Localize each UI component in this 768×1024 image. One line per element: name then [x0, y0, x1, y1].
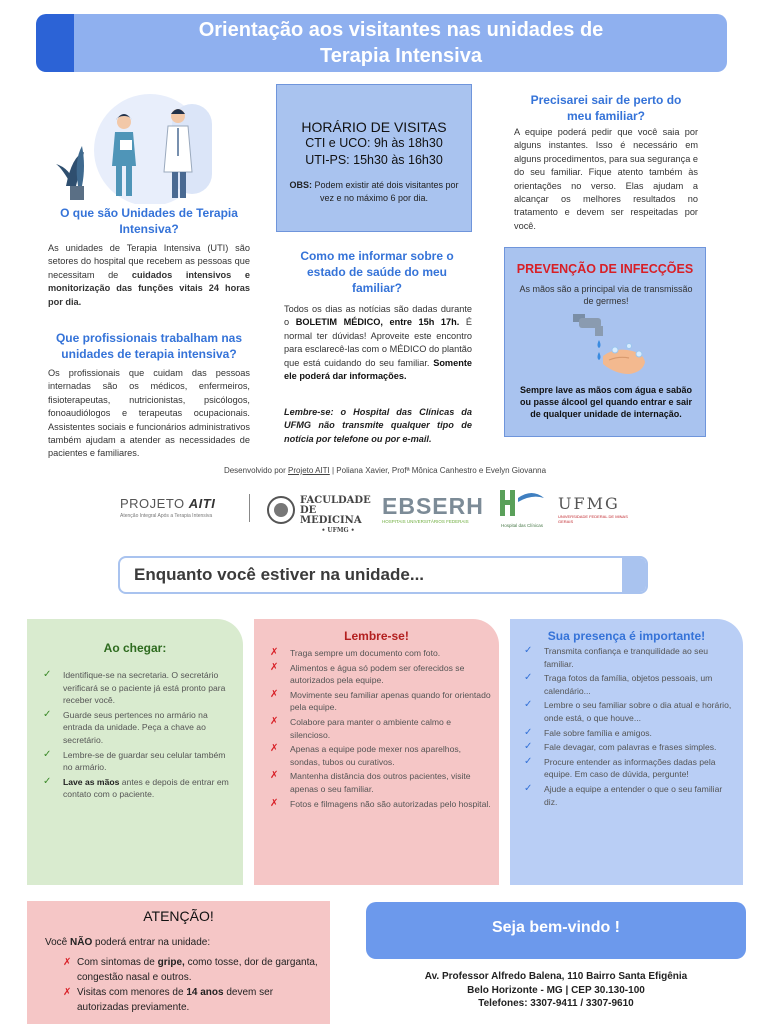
cross-icon: ✗: [270, 688, 279, 700]
check-icon: ✓: [524, 782, 533, 794]
infection-note: Sempre lave as mãos com água e sabão ou passe álcool gel quando entrar e sair de qualquer unidade de internação.: [519, 385, 693, 419]
heading-line: meu familiar?: [566, 109, 646, 123]
list-item-text: antes e depois de entrar em contato com o paciente.: [63, 776, 229, 800]
list-item: [268, 770, 493, 795]
address-line: Belo Horizonte - MG | CEP 30.130-100: [467, 984, 645, 996]
heading-line: estado de saúde do meu: [306, 265, 448, 279]
title-accent: [36, 14, 74, 72]
list-item-text: Traga fotos da família, objetos pessoais, um calendário...: [544, 673, 713, 696]
check-icon: ✓: [524, 645, 533, 656]
obs-label: OBS:: [289, 180, 312, 190]
aiti-logo-main: PROJETO: [120, 496, 189, 511]
remember-list: [268, 647, 493, 812]
text-span: Você: [45, 937, 71, 948]
phone-line: Telefones: 3307-9411 / 3307-9610: [478, 998, 634, 1010]
heading-line: O que são Unidades de Terapia: [60, 206, 238, 220]
list-item: [268, 647, 493, 660]
remember-panel: [254, 619, 499, 885]
arrival-heading: Ao chegar:: [103, 641, 167, 655]
list-item: [522, 727, 737, 740]
ufmg-logo: [558, 494, 628, 526]
attention-subtitle: [45, 937, 210, 948]
attention-box: [27, 901, 330, 1024]
title-line-2: Terapia Intensiva: [320, 45, 482, 67]
check-icon: ✓: [524, 741, 533, 753]
credits-line: [150, 466, 620, 475]
what-is-uti-heading: [48, 205, 250, 237]
list-item: [41, 709, 237, 747]
check-icon: ✓: [524, 672, 533, 684]
welcome-text: Seja bem-vindo !: [491, 919, 621, 936]
list-item-text: Fale devagar, com palavras e frases simples.: [544, 742, 717, 753]
fm-text: [300, 496, 376, 536]
obs-text: Podem existir até dois visitantes por vez e no máximo 6 por dia.: [311, 180, 459, 203]
list-item-text: Fale sobre família e amigos.: [544, 727, 652, 738]
bold-text: 14 anos: [186, 987, 224, 998]
arrival-panel: [27, 619, 243, 885]
lion-crest-icon: [266, 494, 296, 526]
presence-panel: [510, 619, 743, 885]
cross-icon: ✗: [63, 987, 72, 998]
health-info-heading: [282, 248, 472, 296]
logo-divider: [249, 494, 250, 522]
list-item-text: Procure entender as informações dadas pela equipe. Em caso de dúvida, pergunte!: [544, 756, 716, 780]
list-item-text: Transmita confiança e tranquilidade ao seu familiar.: [544, 646, 709, 669]
visiting-hours-obs: [277, 179, 471, 205]
leave-side-heading: [508, 92, 704, 124]
heading-line: unidades de terapia intensiva?: [61, 347, 237, 361]
presence-heading: Sua presença é importante!: [547, 629, 706, 643]
aiti-logo-bold: AITI: [188, 496, 216, 511]
check-icon: ✓: [43, 708, 52, 720]
aiti-logo-text: [120, 496, 240, 511]
faculdade-medicina-logo: [266, 492, 376, 534]
projeto-aiti-logo: [120, 496, 240, 526]
cross-icon: ✗: [270, 770, 279, 782]
visiting-hours-cti: CTI e UCO: 9h às 18h30: [305, 136, 443, 150]
list-item: [522, 741, 737, 754]
attention-title: ATENÇÃO!: [143, 908, 214, 924]
list-item: [63, 986, 323, 1015]
ufmg-wordmark: UFMG: [558, 494, 620, 513]
title-line-1: Orientação aos visitantes nas unidades de: [198, 19, 604, 41]
heading-line: Intensiva?: [119, 222, 179, 236]
list-item-text: Apenas a equipe pode mexer nos aparelhos, sondas, tubos ou curativos.: [290, 744, 462, 767]
page-title: [96, 17, 706, 69]
heading-line: familiar?: [351, 281, 402, 295]
credits-prefix: Desenvolvido por: [223, 466, 288, 475]
text-span: como tosse, dor de garganta, congestão nasal e outros.: [77, 957, 318, 983]
cross-icon: ✗: [270, 647, 279, 658]
health-info-text: [284, 303, 472, 383]
aiti-logo-subtitle: Atenção Integral Após a Terapia Intensiva: [120, 513, 213, 519]
welcome-banner: [366, 902, 746, 959]
presence-list: [522, 645, 737, 810]
list-item: [522, 645, 737, 670]
list-item: [63, 956, 323, 985]
ebserh-text: EBSERH: [382, 493, 484, 519]
leave-side-text: A equipe poderá pedir que você saia por alguns instantes. Isso é necessário em alguns procedimentos, para sua segurança e do seu familiar. Fique atento também às orientações no verso. Elas ajudam a alcançar os melhores resultados no tratamento e devem ser respeitadas por você.: [514, 127, 698, 231]
visiting-hours-box: [276, 84, 472, 232]
bold-text: BOLETIM MÉDICO, entre 15h 17h.: [295, 317, 460, 328]
list-item: [522, 699, 737, 724]
list-item-text: Alimentos e água só podem ser oferecidos se autorizados pela equipe.: [290, 662, 465, 686]
list-item: [268, 662, 493, 687]
attention-list: [63, 956, 323, 1016]
professionals-heading: [48, 330, 250, 362]
check-icon: ✓: [524, 699, 533, 711]
bold-text: cuidados intensivos e monitorização das funções vitais 24 horas por dia.: [48, 269, 250, 307]
medical-staff-illustration: [52, 86, 222, 204]
handwashing-icon: [569, 310, 649, 380]
list-item-text: Mantenha distância dos outros pacientes, visite apenas o seu familiar.: [290, 771, 471, 794]
cross-icon: ✗: [270, 661, 279, 673]
list-item-text: Movimente seu familiar apenas quando for orientado pela equipe.: [290, 689, 491, 713]
list-item-text: Ajude a equipe a entender o que o seu familiar diz.: [544, 783, 723, 807]
remember-heading: Lembre-se!: [344, 629, 409, 643]
infection-title: PREVENÇÃO DE INFECÇÕES: [516, 262, 694, 276]
cross-icon: ✗: [63, 957, 72, 968]
hc-icon: [496, 488, 548, 518]
infection-subtitle: As mãos são a principal via de transmissão de germes!: [519, 284, 693, 306]
what-is-uti-text: [48, 242, 250, 309]
list-item: [268, 716, 493, 741]
heading-line: Precisarei sair de perto do: [530, 93, 682, 107]
ebserh-subtitle: HOSPITAIS UNIVERSITÁRIOS FEDERAIS: [382, 519, 469, 524]
list-item: [41, 749, 237, 774]
check-icon: ✓: [43, 669, 52, 680]
list-item: [268, 743, 493, 768]
ufmg-subtitle: UNIVERSIDADE FEDERAL DE MINAS GERAIS: [558, 514, 628, 524]
while-here-bar: [118, 556, 648, 594]
list-item: [522, 672, 737, 697]
text-span: Todos os dias as notícias são dadas durante o: [284, 304, 472, 328]
list-item-text: Lembre-se de guardar seu celular também no armário.: [63, 749, 226, 773]
check-icon: ✓: [524, 726, 533, 738]
cross-icon: ✗: [270, 743, 279, 755]
check-icon: ✓: [524, 755, 533, 767]
hospital-clinicas-logo: [496, 488, 548, 526]
title-bar: [36, 14, 727, 72]
professionals-text: Os profissionais que cuidam das pessoas internadas são os médicos, enfermeiros, fisioterapeutas, nutricionistas, psicólogos, fonoaudiólogos e terapeutas ocupacionais. Assistentes sociais e funcionários administrativos também ajudam a atender as necessidades de pacientes e familiares.: [48, 368, 250, 459]
list-item: [268, 798, 493, 811]
list-item-text: Fotos e filmagens não são autorizadas pelo hospital.: [290, 798, 491, 809]
list-item-text: Guarde seus pertences no armário na entrada da unidade. Peça a chave ao secretário.: [63, 709, 208, 745]
fm-line: • UFMG •: [321, 527, 355, 534]
text-span: poderá entrar na unidade:: [92, 937, 211, 948]
visiting-hours-title: HORÁRIO DE VISITAS: [301, 119, 447, 135]
list-item: [41, 776, 237, 801]
cross-icon: ✗: [270, 715, 279, 727]
list-item-text: Colabore para manter o ambiente calmo e silencioso.: [290, 716, 451, 740]
check-icon: ✓: [43, 775, 52, 787]
bold-text: Lave as mãos: [63, 776, 120, 787]
list-item: [41, 669, 237, 707]
text-span: Com sintomas de: [77, 957, 158, 968]
heading-line: Como me informar sobre o: [300, 249, 454, 263]
bold-text: gripe,: [157, 957, 185, 968]
bold-text: NÃO: [70, 937, 93, 948]
heading-line: Que profissionais trabalham nas: [55, 331, 243, 345]
list-item: [522, 783, 737, 808]
fm-line: FACULDADE: [300, 495, 371, 506]
text-span: As unidades de Terapia Intensiva (UTI) são setores do hospital que recebem as pessoas que necessitam de: [48, 243, 250, 280]
list-item: [268, 689, 493, 714]
text-span: devem ser autorizadas previamente.: [77, 987, 274, 1013]
list-item: [522, 756, 737, 781]
list-item-text: Traga sempre um documento com foto.: [290, 648, 441, 658]
address-block: [370, 970, 742, 1011]
fm-line: DE MEDICINA: [300, 505, 362, 526]
bold-text: Somente ele poderá dar informações.: [284, 357, 472, 382]
ebserh-logo: [382, 494, 486, 526]
text-span: É normal ter dúvidas! Aproveite este encontro para esclarecê-las com o MÉDICO do plantão que está cuidando do seu familiar.: [284, 317, 472, 368]
text-span: Visitas com menores de: [77, 987, 187, 998]
list-item-text: Identifique-se na secretaria. O secretário verificará se o paciente já está pronto para receber você.: [63, 670, 226, 706]
while-here-title: Enquanto você estiver na unidade...: [134, 565, 425, 584]
arrival-list: [41, 669, 237, 803]
ebserh-wordmark: [382, 494, 486, 518]
list-item-text: Lembre o seu familiar sobre o dia atual e horário, onde está, o que houve...: [544, 700, 732, 723]
health-info-remember: Lembre-se: o Hospital das Clínicas da UFMG não transmite qualquer tipo de notícia por telefone ou por e-mail.: [284, 407, 472, 444]
projeto-aiti-link[interactable]: Projeto AITI: [287, 466, 330, 475]
visiting-hours-uti: UTI-PS: 15h30 às 16h30: [305, 153, 443, 167]
check-icon: ✓: [43, 748, 52, 760]
cross-icon: ✗: [270, 797, 279, 809]
credits-authors: | Poliana Xavier, Profª Mônica Canhestro e Evelyn Giovanna: [329, 466, 547, 475]
while-here-accent: [622, 558, 646, 592]
address-line: Av. Professor Alfredo Balena, 110 Bairro Santa Efigênia: [424, 971, 688, 982]
infection-prevention-box: [504, 247, 706, 437]
hc-subtitle: Hospital das Clínicas: [500, 523, 544, 528]
